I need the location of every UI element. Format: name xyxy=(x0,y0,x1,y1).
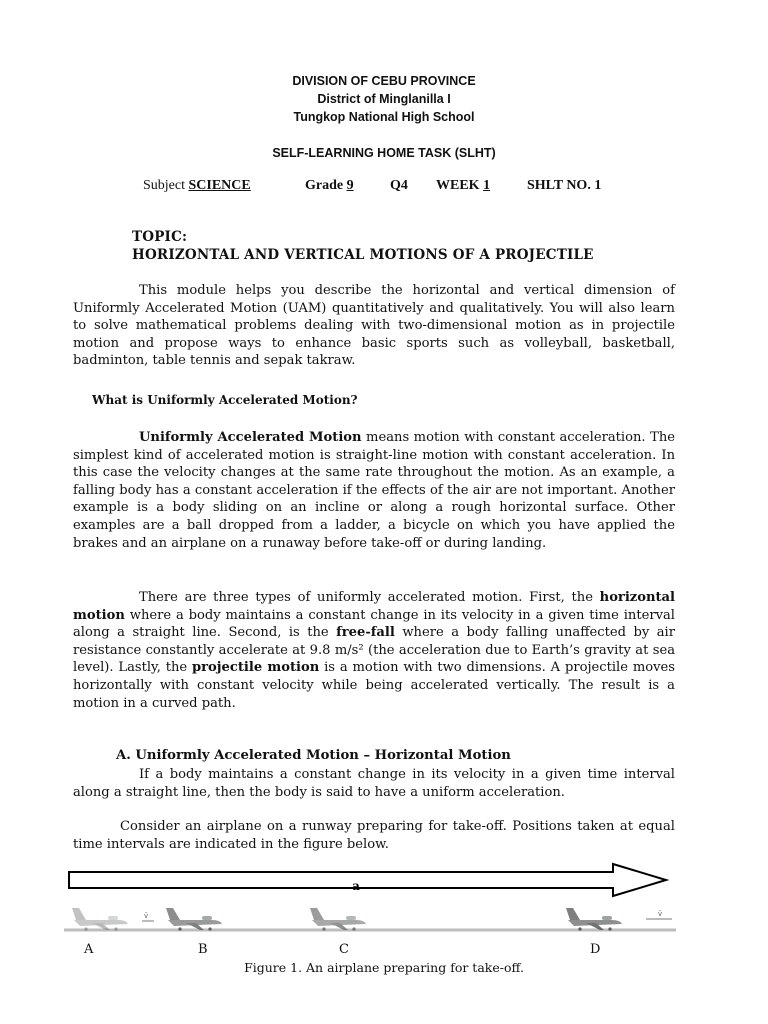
types-paragraph xyxy=(73,589,675,712)
section-a-heading: A. Uniformly Accelerated Motion – Horizontal Motion xyxy=(116,748,511,763)
school-title: Tungkop National High School xyxy=(293,110,475,124)
intro-paragraph xyxy=(73,282,675,370)
airplane-figure xyxy=(60,860,680,970)
position-label-b: B xyxy=(198,942,208,957)
acceleration-arrow xyxy=(69,864,666,896)
uam-term: Uniformly Accelerated Motion xyxy=(139,430,362,445)
quarter-field: Q4 xyxy=(390,178,408,193)
position-label-c: C xyxy=(339,942,349,957)
velocity-label-d: v̄ xyxy=(658,910,663,918)
topic-title: HORIZONTAL AND VERTICAL MOTIONS OF A PROJECTILE xyxy=(132,247,594,263)
types-text-1: There are three types of uniformly accelerated motion. First, the xyxy=(139,590,600,605)
shlt-field: SHLT NO. 1 xyxy=(527,178,602,193)
intro-text: This module helps you describe the horizontal and vertical dimension of Uniformly Accelerated Motion (UAM) quantitatively and qualitatively. You will also learn to solve mathematical problems dealing with two-dimensional motion as in projectile motion and propose ways to enhance basic sports such as volleyball, basketball, badminton, table tennis and sepak takraw. xyxy=(73,283,675,369)
section-a-paragraph-1 xyxy=(73,766,675,801)
figure-caption: Figure 1. An airplane preparing for take-off. xyxy=(244,960,524,975)
week-label: WEEK xyxy=(436,178,480,193)
week-field xyxy=(436,178,490,194)
section-a-text-1: If a body maintains a constant change in its velocity in a given time interval along a straight line, then the body is said to have a uniform acceleration. xyxy=(73,767,675,800)
types-text-3: where a body falling unaffected by air resistance constantly accelerate at 9.8 m/s² (the acceleration due to Earth’s gravity at sea level). Lastly, the xyxy=(73,625,675,676)
section-a-text-2: Consider an airplane on a runway preparing for take-off. Positions taken at equal time intervals are indicated in the figure below. xyxy=(73,819,675,852)
grade-field xyxy=(305,178,354,194)
division-title: DIVISION OF CEBU PROVINCE xyxy=(292,74,476,88)
uam-text: means motion with constant acceleration. The simplest kind of accelerated motion is straight-line motion with constant acceleration. In this case the velocity changes at the same rate throughout the motion. As an example, a falling body has a constant acceleration if the effects of the air are not important. Another example is a body sliding on an incline or along a rough horizontal surface. Other examples are a ball dropped from a ladder, a bicycle on which you have applied the brakes and an airplane on a runaway before take-off or during landing. xyxy=(73,430,676,551)
week-value: 1 xyxy=(483,178,491,193)
free-fall-term: free-fall xyxy=(336,625,395,641)
question-heading: What is Uniformly Accelerated Motion? xyxy=(92,393,358,407)
airplane-b-icon xyxy=(166,908,222,931)
position-label-d: D xyxy=(590,942,601,957)
types-text-2: where a body maintains a constant change in its velocity in a given time interval along a straight line. Second, is the xyxy=(73,607,675,641)
acceleration-label: a xyxy=(352,879,360,893)
uam-paragraph xyxy=(73,429,675,552)
airplane-d-icon xyxy=(566,908,622,931)
subject-label: Subject xyxy=(143,178,185,193)
airplane-a-icon xyxy=(72,908,128,931)
types-text-4: is a motion with two dimensions. A projectile moves horizontally with constant velocity while being accelerated vertically. The result is a motion in a curved path. xyxy=(73,660,676,711)
grade-value: 9 xyxy=(346,178,354,193)
subject-value: SCIENCE xyxy=(188,178,251,193)
district-title: District of Minglanilla I xyxy=(317,92,451,106)
topic-label: TOPIC: xyxy=(132,229,188,245)
grade-label: Grade xyxy=(305,178,344,193)
section-a-paragraph-2 xyxy=(73,818,675,853)
position-label-a: A xyxy=(84,942,94,957)
horizontal-motion-term: horizontal motion xyxy=(73,590,675,623)
projectile-motion-term: projectile motion xyxy=(192,660,320,676)
subject-field xyxy=(143,178,251,194)
airplane-c-icon xyxy=(310,908,366,931)
velocity-label-a: v̄ xyxy=(144,912,149,920)
task-title: SELF-LEARNING HOME TASK (SLHT) xyxy=(272,146,496,160)
